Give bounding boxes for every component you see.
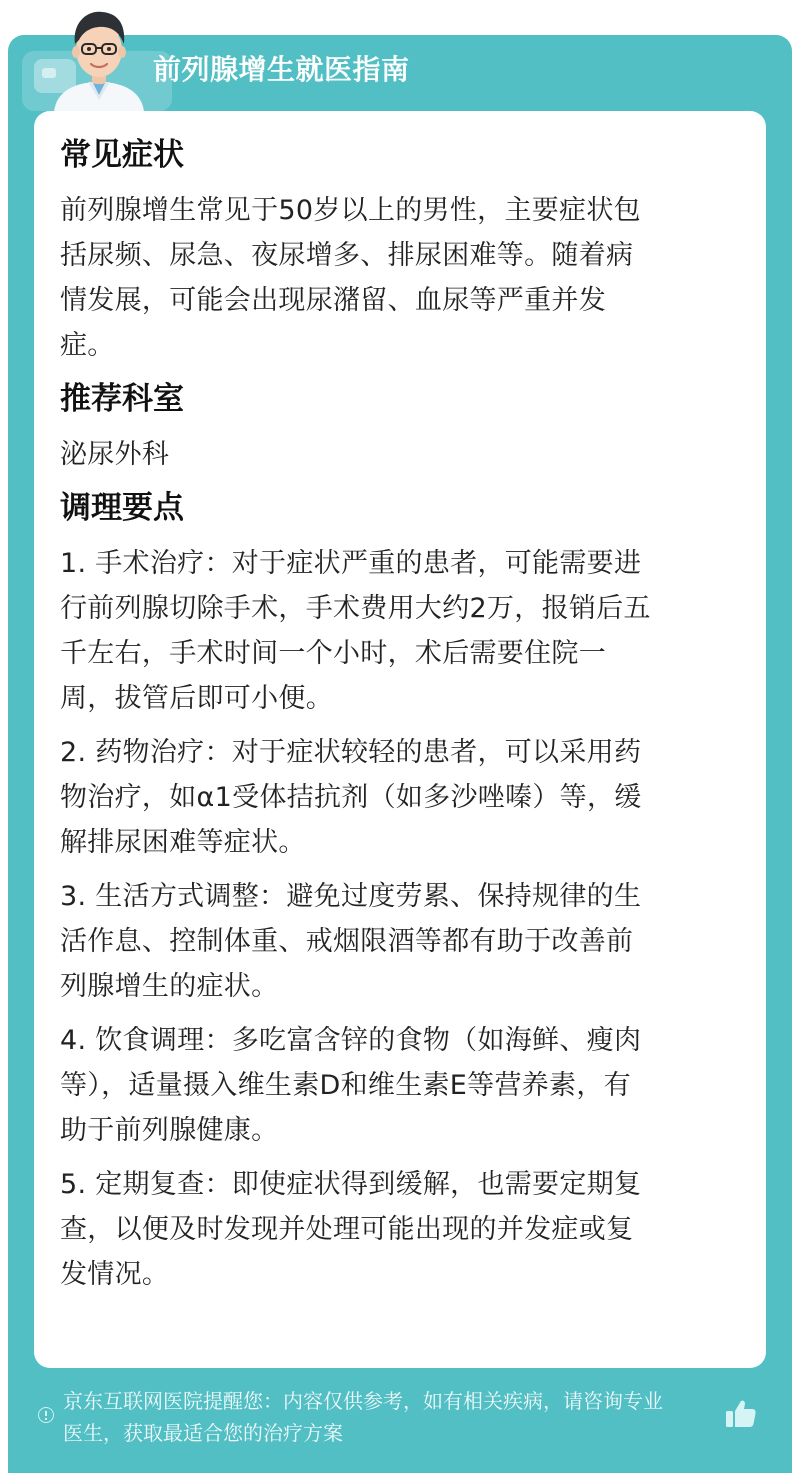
text-line: 助于前列腺健康。 [60, 1115, 279, 1146]
care-item-medication [60, 730, 750, 865]
text-line: 前列腺增生常见于50岁以上的男性，主要症状包 [60, 195, 641, 226]
text-line: 症。 [60, 330, 115, 361]
doctor-avatar [44, 0, 154, 112]
text-line: 解排尿困难等症状。 [60, 827, 306, 858]
footer [8, 1377, 792, 1473]
care-item-surgery [60, 541, 750, 721]
text-line: 活作息、控制体重、戒烟限酒等都有助于改善前 [60, 926, 634, 957]
text-line: 情发展，可能会出现尿潴留、血尿等严重并发 [60, 285, 606, 316]
text-line: 千左右，手术时间一个小时，术后需要住院一 [60, 638, 606, 669]
page-title: 前列腺增生就医指南 [153, 53, 410, 86]
section-heading-symptoms: 常见症状 [60, 137, 184, 173]
text-line: 2. 药物治疗：对于症状较轻的患者，可以采用药 [60, 737, 642, 768]
text-line: 列腺增生的症状。 [60, 971, 279, 1002]
care-item-lifestyle [60, 874, 750, 1009]
text-line: 4. 饮食调理：多吃富含锌的食物（如海鲜、瘦肉 [60, 1025, 642, 1056]
thumbs-up-icon[interactable] [724, 1397, 758, 1431]
symptoms-paragraph [60, 188, 750, 368]
text-line: 5. 定期复查：即使症状得到缓解，也需要定期复 [60, 1169, 642, 1200]
section-heading-department: 推荐科室 [60, 381, 184, 417]
footer-line: 京东互联网医院提醒您：内容仅供参考，如有相关疾病，请咨询专业 [63, 1389, 663, 1413]
text-line: 泌尿外科 [60, 439, 170, 470]
text-line: 3. 生活方式调整：避免过度劳累、保持规律的生 [60, 881, 642, 912]
text-line: 发情况。 [60, 1259, 170, 1290]
text-line: 物治疗，如α1受体拮抗剂（如多沙唑嗪）等，缓 [60, 782, 642, 813]
card-content [60, 133, 750, 1297]
info-icon [38, 1407, 54, 1423]
department-paragraph [60, 432, 750, 477]
footer-line: 医生，获取最适合您的治疗方案 [63, 1421, 343, 1445]
section-heading-care: 调理要点 [60, 490, 184, 526]
text-line: 周，拔管后即可小便。 [60, 683, 333, 714]
text-line: 括尿频、尿急、夜尿增多、排尿困难等。随着病 [60, 240, 634, 271]
care-item-checkup [60, 1162, 750, 1297]
text-line: 行前列腺切除手术，手术费用大约2万，报销后五 [60, 593, 651, 624]
text-line: 查，以便及时发现并处理可能出现的并发症或复 [60, 1214, 634, 1245]
content-card [34, 111, 766, 1368]
care-item-diet [60, 1018, 750, 1153]
footer-disclaimer [63, 1385, 733, 1449]
text-line: 1. 手术治疗：对于症状严重的患者，可能需要进 [60, 548, 642, 579]
text-line: 等），适量摄入维生素D和维生素E等营养素，有 [60, 1070, 631, 1101]
